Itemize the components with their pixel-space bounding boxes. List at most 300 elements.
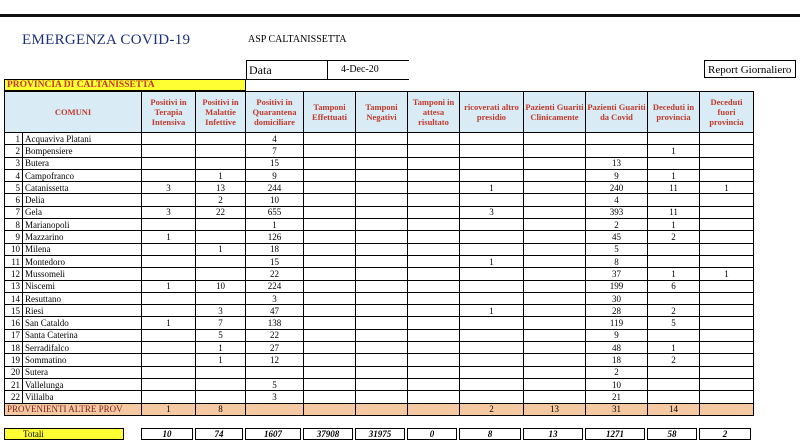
- cell-value: [142, 378, 196, 390]
- cell-value: [700, 391, 754, 403]
- cell-value: [524, 366, 586, 378]
- row-name: Sutera: [23, 366, 142, 378]
- cell-value: [356, 317, 408, 329]
- cell-value: 14: [648, 403, 700, 415]
- row-name: Sommatino: [23, 354, 142, 366]
- cell-value: [356, 366, 408, 378]
- cell-value: [142, 169, 196, 181]
- cell-value: [700, 317, 754, 329]
- row-number: 7: [5, 206, 23, 218]
- cell-value: 3: [196, 305, 246, 317]
- column-header: Tamponi Effettuati: [304, 92, 356, 133]
- cell-value: 2: [196, 194, 246, 206]
- cell-value: [700, 157, 754, 169]
- table-row: [5, 292, 754, 304]
- cell-value: 1: [460, 255, 524, 267]
- cell-value: [142, 243, 196, 255]
- column-header: ricoverati altro presidio: [460, 92, 524, 133]
- cell-value: [648, 378, 700, 390]
- cell-value: 3: [246, 391, 304, 403]
- cell-value: 5: [648, 317, 700, 329]
- cell-value: 2: [460, 403, 524, 415]
- cell-value: [408, 403, 460, 415]
- cell-value: [304, 342, 356, 354]
- cell-value: [408, 255, 460, 267]
- cell-value: [408, 145, 460, 157]
- cell-value: 1: [700, 182, 754, 194]
- cell-value: [408, 305, 460, 317]
- totals-label: Totali: [4, 428, 124, 440]
- cell-value: 15: [246, 157, 304, 169]
- cell-value: [524, 231, 586, 243]
- cell-value: [304, 243, 356, 255]
- row-number: 12: [5, 268, 23, 280]
- cell-value: 48: [586, 342, 648, 354]
- cell-value: 1: [142, 231, 196, 243]
- cell-value: 1: [142, 317, 196, 329]
- row-name: Mussomeli: [23, 268, 142, 280]
- total-value: 8: [459, 428, 521, 440]
- cell-value: [304, 391, 356, 403]
- cell-value: 3: [142, 206, 196, 218]
- cell-value: 22: [246, 268, 304, 280]
- cell-value: [408, 292, 460, 304]
- cell-value: [356, 305, 408, 317]
- cell-value: [408, 354, 460, 366]
- cell-value: [700, 194, 754, 206]
- cell-value: 119: [586, 317, 648, 329]
- cell-value: [356, 403, 408, 415]
- cell-value: 7: [246, 145, 304, 157]
- row-name: Milena: [23, 243, 142, 255]
- cell-value: 13: [586, 157, 648, 169]
- cell-value: [304, 403, 356, 415]
- cell-value: [700, 292, 754, 304]
- column-header: Positivi in Malattie Infettive: [196, 92, 246, 133]
- cell-value: [304, 206, 356, 218]
- table-row: [5, 366, 754, 378]
- column-header-comuni: COMUNI: [5, 92, 142, 133]
- cell-value: [142, 366, 196, 378]
- table-row: [5, 354, 754, 366]
- table-row: [5, 169, 754, 181]
- cell-value: [408, 366, 460, 378]
- cell-value: [524, 255, 586, 267]
- cell-value: 18: [586, 354, 648, 366]
- cell-value: [460, 243, 524, 255]
- cell-value: 11: [648, 182, 700, 194]
- row-name: Riesi: [23, 305, 142, 317]
- cell-value: [460, 231, 524, 243]
- row-number: 5: [5, 182, 23, 194]
- cell-value: [460, 391, 524, 403]
- cell-value: 2: [586, 366, 648, 378]
- cell-value: [196, 145, 246, 157]
- cell-value: 1: [648, 268, 700, 280]
- cell-value: [648, 292, 700, 304]
- total-value: 13: [523, 428, 583, 440]
- cell-value: [408, 268, 460, 280]
- cell-value: [304, 354, 356, 366]
- row-name: Acquaviva Platani: [23, 133, 142, 145]
- total-value: 1607: [245, 428, 301, 440]
- cell-value: [408, 378, 460, 390]
- cell-value: [142, 305, 196, 317]
- cell-value: [524, 317, 586, 329]
- cell-value: [700, 255, 754, 267]
- row-name: Serradifalco: [23, 342, 142, 354]
- cell-value: [648, 157, 700, 169]
- cell-value: [196, 255, 246, 267]
- cell-value: 6: [648, 280, 700, 292]
- data-table: [4, 91, 754, 416]
- cell-value: [524, 280, 586, 292]
- total-value: 74: [195, 428, 243, 440]
- cell-value: 11: [648, 206, 700, 218]
- cell-value: 7: [196, 317, 246, 329]
- cell-value: [700, 231, 754, 243]
- cell-value: 9: [586, 329, 648, 341]
- cell-value: 12: [246, 354, 304, 366]
- column-header: Positivi in Quarantena domiciliare: [246, 92, 304, 133]
- row-name: Villalba: [23, 391, 142, 403]
- row-number: 18: [5, 342, 23, 354]
- table-row: [5, 305, 754, 317]
- cell-value: [142, 255, 196, 267]
- cell-value: [524, 133, 586, 145]
- column-header: Pazienti Guariti Clinicamente: [524, 92, 586, 133]
- row-number: 1: [5, 133, 23, 145]
- table-row: [5, 329, 754, 341]
- row-number: 13: [5, 280, 23, 292]
- cell-value: 1: [700, 268, 754, 280]
- page-subtitle: ASP CALTANISSETTA: [248, 34, 347, 45]
- cell-value: 9: [586, 169, 648, 181]
- cell-value: [304, 145, 356, 157]
- total-value: 37908: [303, 428, 353, 440]
- date-separator: [327, 61, 328, 79]
- cell-value: [196, 219, 246, 231]
- cell-value: 2: [586, 219, 648, 231]
- row-number: 6: [5, 194, 23, 206]
- cell-value: 1: [196, 354, 246, 366]
- row-number: 16: [5, 317, 23, 329]
- cell-value: [524, 342, 586, 354]
- cell-value: [304, 317, 356, 329]
- column-header: Pazienti Guariti da Covid: [586, 92, 648, 133]
- cell-value: [304, 194, 356, 206]
- cell-value: [700, 354, 754, 366]
- row-name: Montedoro: [23, 255, 142, 267]
- cell-value: [524, 243, 586, 255]
- cell-value: [408, 133, 460, 145]
- cell-value: [196, 292, 246, 304]
- row-number: 20: [5, 366, 23, 378]
- row-number: 22: [5, 391, 23, 403]
- cell-value: [408, 231, 460, 243]
- cell-value: [700, 366, 754, 378]
- cell-value: [460, 157, 524, 169]
- cell-value: 1: [460, 182, 524, 194]
- date-box: [246, 60, 409, 80]
- total-value: 31975: [355, 428, 405, 440]
- cell-value: 45: [586, 231, 648, 243]
- row-name: Catanissetta: [23, 182, 142, 194]
- cell-value: [304, 182, 356, 194]
- cell-value: [196, 391, 246, 403]
- other-provinces-row: [5, 403, 754, 415]
- row-number: 11: [5, 255, 23, 267]
- date-label: Data: [249, 63, 272, 77]
- cell-value: [304, 219, 356, 231]
- cell-value: [304, 231, 356, 243]
- cell-value: [586, 133, 648, 145]
- cell-value: 9: [246, 169, 304, 181]
- column-header: Positivi in Terapia Intensiva: [142, 92, 196, 133]
- cell-value: [304, 157, 356, 169]
- cell-value: [142, 391, 196, 403]
- row-name: Vallelunga: [23, 378, 142, 390]
- cell-value: [356, 268, 408, 280]
- cell-value: [648, 243, 700, 255]
- cell-value: 5: [246, 378, 304, 390]
- table-body: [5, 133, 754, 416]
- cell-value: 1: [648, 169, 700, 181]
- table-row: [5, 194, 754, 206]
- cell-value: 31: [586, 403, 648, 415]
- cell-value: 2: [648, 231, 700, 243]
- cell-value: [356, 231, 408, 243]
- cell-value: [700, 403, 754, 415]
- cell-value: [460, 145, 524, 157]
- cell-value: [246, 366, 304, 378]
- cell-value: 28: [586, 305, 648, 317]
- cell-value: 10: [586, 378, 648, 390]
- cell-value: [524, 329, 586, 341]
- cell-value: [142, 194, 196, 206]
- column-header: Tamponi in attesa risultato: [408, 92, 460, 133]
- cell-value: [524, 354, 586, 366]
- cell-value: [648, 329, 700, 341]
- cell-value: 5: [196, 329, 246, 341]
- total-value: 0: [407, 428, 457, 440]
- cell-value: 3: [460, 206, 524, 218]
- cell-value: [460, 366, 524, 378]
- cell-value: [700, 305, 754, 317]
- cell-value: [460, 329, 524, 341]
- cell-value: [700, 145, 754, 157]
- total-value: 10: [141, 428, 193, 440]
- cell-value: [700, 169, 754, 181]
- cell-value: [460, 342, 524, 354]
- cell-value: [304, 329, 356, 341]
- cell-value: [304, 366, 356, 378]
- cell-value: [304, 255, 356, 267]
- table-row: [5, 133, 754, 145]
- row-number: 19: [5, 354, 23, 366]
- row-name: San Cataldo: [23, 317, 142, 329]
- row-number: 4: [5, 169, 23, 181]
- cell-value: 8: [586, 255, 648, 267]
- cell-value: [460, 292, 524, 304]
- cell-value: 22: [246, 329, 304, 341]
- cell-value: 244: [246, 182, 304, 194]
- table-row: [5, 378, 754, 390]
- cell-value: [408, 342, 460, 354]
- row-name: PROVENIENTI ALTRE PROV: [5, 403, 142, 415]
- row-number: 2: [5, 145, 23, 157]
- cell-value: [246, 403, 304, 415]
- cell-value: [648, 133, 700, 145]
- cell-value: 199: [586, 280, 648, 292]
- row-name: Mazzarino: [23, 231, 142, 243]
- cell-value: [648, 391, 700, 403]
- cell-value: 2: [648, 354, 700, 366]
- cell-value: 27: [246, 342, 304, 354]
- row-name: Gela: [23, 206, 142, 218]
- cell-value: [196, 157, 246, 169]
- cell-value: 1: [648, 342, 700, 354]
- cell-value: [700, 206, 754, 218]
- cell-value: [142, 342, 196, 354]
- cell-value: [524, 206, 586, 218]
- cell-value: [524, 145, 586, 157]
- cell-value: [356, 219, 408, 231]
- row-number: 21: [5, 378, 23, 390]
- cell-value: 10: [196, 280, 246, 292]
- cell-value: [196, 378, 246, 390]
- cell-value: [460, 133, 524, 145]
- cell-value: 1: [196, 342, 246, 354]
- cell-value: [408, 206, 460, 218]
- cell-value: [408, 280, 460, 292]
- cell-value: [356, 292, 408, 304]
- cell-value: [648, 366, 700, 378]
- cell-value: [524, 219, 586, 231]
- column-header: Tamponi Negativi: [356, 92, 408, 133]
- cell-value: [304, 268, 356, 280]
- cell-value: [142, 354, 196, 366]
- table-row: [5, 145, 754, 157]
- cell-value: [356, 280, 408, 292]
- cell-value: 1: [648, 219, 700, 231]
- cell-value: [196, 268, 246, 280]
- date-value: 4-Dec-20: [341, 64, 379, 75]
- cell-value: 1: [196, 169, 246, 181]
- cell-value: [586, 145, 648, 157]
- table-row: [5, 182, 754, 194]
- cell-value: [408, 317, 460, 329]
- cell-value: [304, 292, 356, 304]
- cell-value: [356, 194, 408, 206]
- cell-value: 21: [586, 391, 648, 403]
- cell-value: [460, 354, 524, 366]
- cell-value: 1: [142, 280, 196, 292]
- cell-value: [196, 366, 246, 378]
- cell-value: [142, 329, 196, 341]
- cell-value: 4: [586, 194, 648, 206]
- cell-value: [524, 305, 586, 317]
- cell-value: [142, 157, 196, 169]
- cell-value: 1: [142, 403, 196, 415]
- cell-value: 22: [196, 206, 246, 218]
- cell-value: 37: [586, 268, 648, 280]
- cell-value: [408, 391, 460, 403]
- cell-value: [524, 157, 586, 169]
- cell-value: 2: [648, 305, 700, 317]
- cell-value: [304, 133, 356, 145]
- row-number: 3: [5, 157, 23, 169]
- cell-value: [700, 280, 754, 292]
- row-name: Bompensiere: [23, 145, 142, 157]
- province-label: PROVINCIA DI CALTANISSETTA: [4, 79, 246, 91]
- cell-value: [460, 169, 524, 181]
- cell-value: [356, 255, 408, 267]
- cell-value: [408, 194, 460, 206]
- table-row: [5, 243, 754, 255]
- total-value: 2: [699, 428, 751, 440]
- cell-value: 30: [586, 292, 648, 304]
- cell-value: [356, 243, 408, 255]
- table-row: [5, 255, 754, 267]
- total-value: 58: [647, 428, 697, 440]
- cell-value: [460, 378, 524, 390]
- cell-value: [524, 194, 586, 206]
- cell-value: [460, 268, 524, 280]
- row-name: Marianopoli: [23, 219, 142, 231]
- cell-value: [460, 317, 524, 329]
- cell-value: 13: [196, 182, 246, 194]
- cell-value: [460, 219, 524, 231]
- cell-value: [408, 169, 460, 181]
- cell-value: [408, 219, 460, 231]
- cell-value: [524, 391, 586, 403]
- cell-value: 1: [460, 305, 524, 317]
- cell-value: [142, 219, 196, 231]
- cell-value: 1: [196, 243, 246, 255]
- row-name: Resuttano: [23, 292, 142, 304]
- cell-value: [356, 342, 408, 354]
- cell-value: [408, 329, 460, 341]
- cell-value: [356, 354, 408, 366]
- table-row: [5, 391, 754, 403]
- cell-value: 3: [142, 182, 196, 194]
- table-row: [5, 342, 754, 354]
- cell-value: 138: [246, 317, 304, 329]
- cell-value: [700, 342, 754, 354]
- report-label: Report Giornaliero: [704, 60, 796, 78]
- cell-value: [524, 268, 586, 280]
- row-number: 8: [5, 219, 23, 231]
- cell-value: [700, 243, 754, 255]
- cell-value: 126: [246, 231, 304, 243]
- cell-value: [648, 255, 700, 267]
- cell-value: [356, 182, 408, 194]
- cell-value: [460, 280, 524, 292]
- cell-value: [356, 157, 408, 169]
- cell-value: 4: [246, 133, 304, 145]
- cell-value: [700, 329, 754, 341]
- cell-value: [304, 169, 356, 181]
- cell-value: [524, 182, 586, 194]
- cell-value: [356, 145, 408, 157]
- cell-value: 393: [586, 206, 648, 218]
- table-row: [5, 219, 754, 231]
- row-name: Campofranco: [23, 169, 142, 181]
- cell-value: [356, 206, 408, 218]
- cell-value: 13: [524, 403, 586, 415]
- row-number: 14: [5, 292, 23, 304]
